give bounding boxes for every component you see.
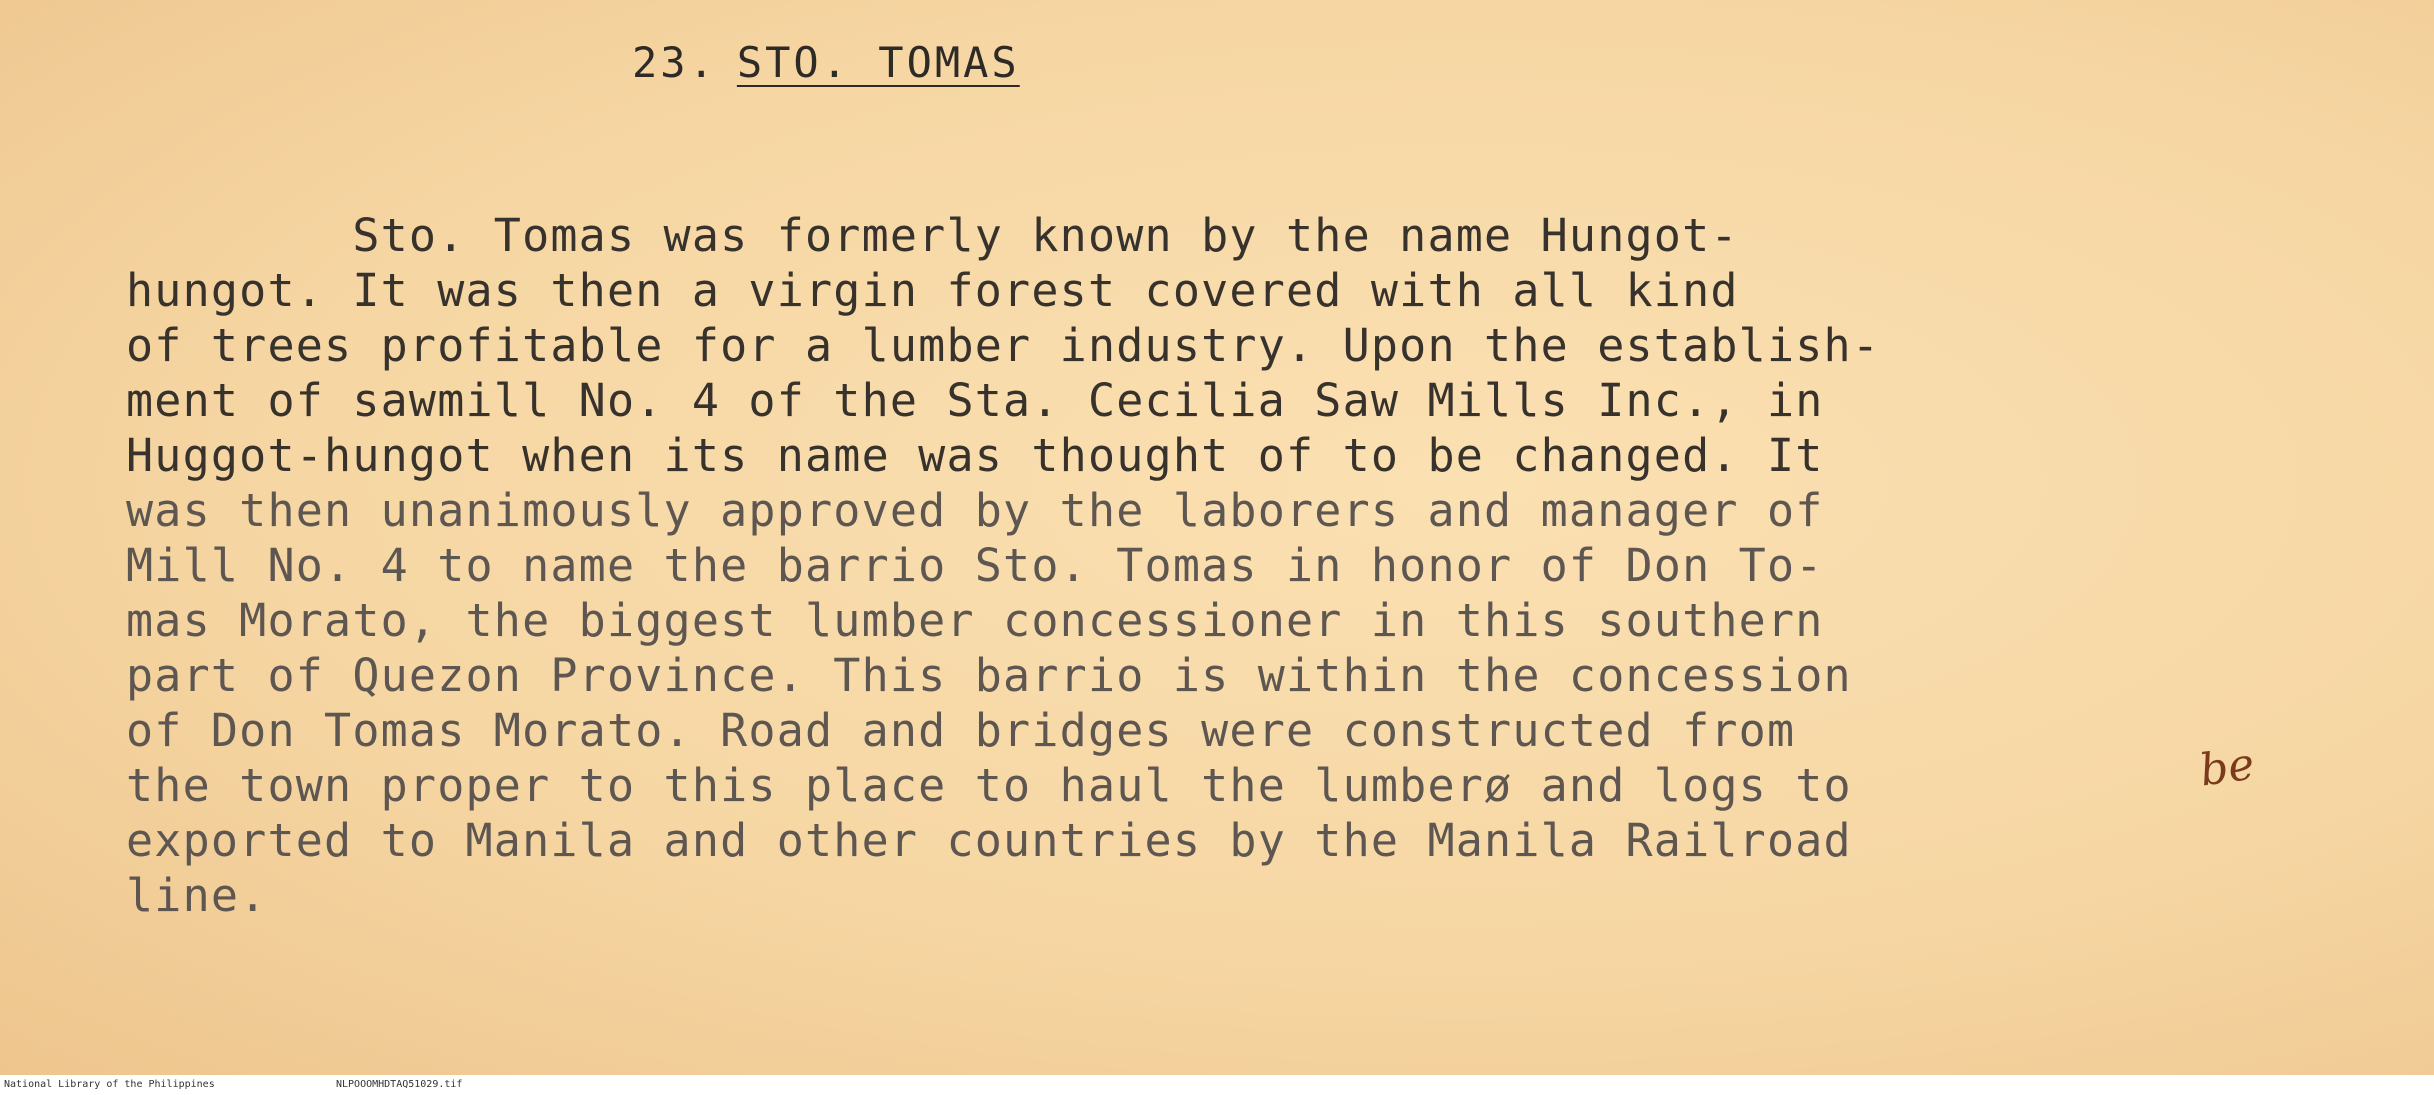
text-line: ment of sawmill No. 4 of the Sta. Cecilia Saw Mills Inc., in <box>126 374 1824 427</box>
text-line: Sto. Tomas was formerly known by the name Hungot- <box>126 209 1739 262</box>
text-line: mas Morato, the biggest lumber concessioner in this southern <box>126 594 1824 647</box>
title-name: STO. TOMAS <box>736 38 1020 87</box>
page-title <box>632 38 1020 87</box>
title-number: 23. <box>632 38 717 87</box>
scan-footer <box>0 1075 2434 1095</box>
text-line: was then unanimously approved by the laborers and manager of <box>126 484 1824 537</box>
text-line: part of Quezon Province. This barrio is within the concession <box>126 649 1852 702</box>
text-line: the town proper to this place to haul the lumberø and logs to <box>126 759 1852 812</box>
text-line: Mill No. 4 to name the barrio Sto. Tomas in honor of Don To- <box>126 539 1824 592</box>
text-line: of Don Tomas Morato. Road and bridges were constructed from <box>126 704 1796 757</box>
bleed-through-text <box>200 0 2200 170</box>
text-line: of trees profitable for a lumber industry. Upon the establish- <box>126 319 1881 372</box>
handwritten-annotation: be <box>2196 738 2258 797</box>
text-line: hungot. It was then a virgin forest covered with all kind <box>126 264 1739 317</box>
text-line: Huggot-hungot when its name was thought of to be changed. It <box>126 429 1824 482</box>
body-paragraph <box>126 208 2246 923</box>
text-line: exported to Manila and other countries by the Manila Railroad <box>126 814 1852 867</box>
footer-filename: NLPOOOMHDTAQ51029.tif <box>336 1079 463 1090</box>
text-line: line. <box>126 869 268 922</box>
footer-library-name: National Library of the Philippines <box>4 1079 215 1090</box>
